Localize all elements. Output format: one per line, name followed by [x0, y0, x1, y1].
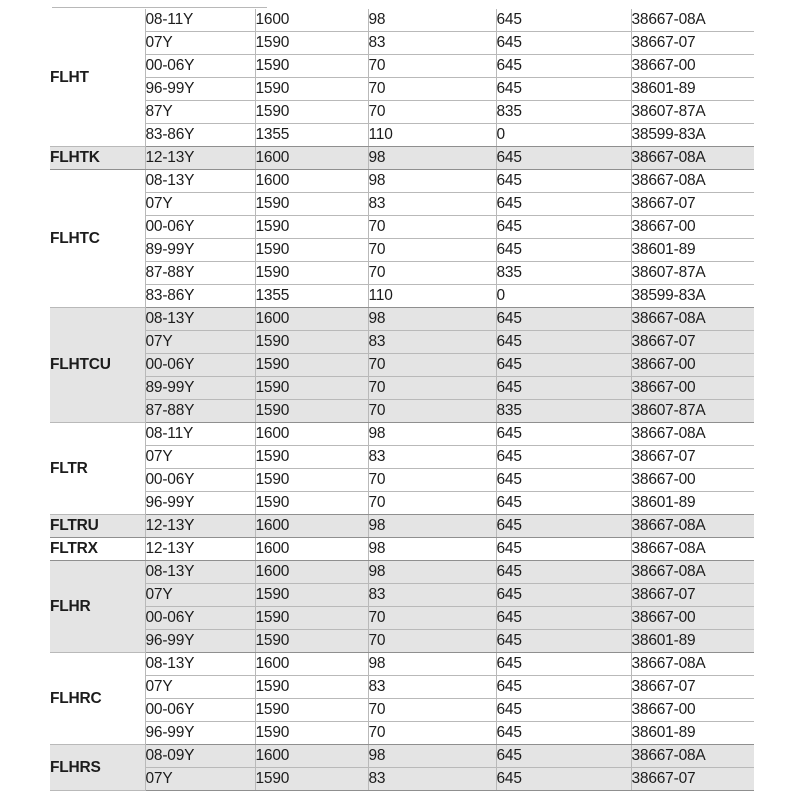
part-number-cell: 38667-07	[631, 32, 754, 55]
value-a-cell: 1600	[255, 653, 368, 676]
model-name-cell: FLTR	[50, 423, 145, 515]
table-row	[50, 676, 754, 699]
table-row	[50, 469, 754, 492]
table-row	[50, 699, 754, 722]
table-row	[50, 722, 754, 745]
model-name-cell: FLHRS	[50, 745, 145, 791]
part-number-cell: 38667-08A	[631, 170, 754, 193]
value-b-cell: 70	[368, 377, 496, 400]
value-a-cell: 1590	[255, 331, 368, 354]
value-b-cell: 70	[368, 607, 496, 630]
part-number-cell: 38667-08A	[631, 538, 754, 561]
year-cell: 08-11Y	[145, 423, 255, 446]
value-c-cell: 645	[496, 446, 631, 469]
value-b-cell: 83	[368, 32, 496, 55]
value-c-cell: 645	[496, 308, 631, 331]
value-a-cell: 1600	[255, 745, 368, 768]
value-a-cell: 1600	[255, 561, 368, 584]
model-name-cell: FLHTK	[50, 147, 145, 170]
value-c-cell: 645	[496, 492, 631, 515]
year-cell: 96-99Y	[145, 78, 255, 101]
value-c-cell: 645	[496, 722, 631, 745]
year-cell: 07Y	[145, 331, 255, 354]
year-cell: 83-86Y	[145, 124, 255, 147]
table-row	[50, 124, 754, 147]
table-row	[50, 331, 754, 354]
year-cell: 00-06Y	[145, 469, 255, 492]
part-number-cell: 38667-07	[631, 193, 754, 216]
value-a-cell: 1590	[255, 32, 368, 55]
part-number-cell: 38607-87A	[631, 400, 754, 423]
part-number-cell: 38601-89	[631, 78, 754, 101]
table-row	[50, 9, 754, 32]
table-row	[50, 354, 754, 377]
table-row	[50, 377, 754, 400]
value-a-cell: 1590	[255, 630, 368, 653]
top-rule	[52, 0, 267, 8]
table-row	[50, 101, 754, 124]
value-a-cell: 1590	[255, 193, 368, 216]
year-cell: 00-06Y	[145, 607, 255, 630]
table-row	[50, 308, 754, 331]
value-c-cell: 645	[496, 768, 631, 791]
part-number-cell: 38667-07	[631, 676, 754, 699]
value-b-cell: 98	[368, 515, 496, 538]
value-c-cell: 0	[496, 124, 631, 147]
value-a-cell: 1590	[255, 101, 368, 124]
value-c-cell: 645	[496, 584, 631, 607]
value-a-cell: 1590	[255, 768, 368, 791]
table-row	[50, 653, 754, 676]
year-cell: 08-13Y	[145, 653, 255, 676]
value-b-cell: 98	[368, 170, 496, 193]
value-c-cell: 645	[496, 32, 631, 55]
value-b-cell: 70	[368, 55, 496, 78]
value-b-cell: 98	[368, 538, 496, 561]
value-b-cell: 98	[368, 653, 496, 676]
part-number-cell: 38667-08A	[631, 515, 754, 538]
year-cell: 87-88Y	[145, 400, 255, 423]
year-cell: 96-99Y	[145, 492, 255, 515]
table-row	[50, 78, 754, 101]
year-cell: 07Y	[145, 32, 255, 55]
value-a-cell: 1600	[255, 147, 368, 170]
value-b-cell: 110	[368, 124, 496, 147]
year-cell: 89-99Y	[145, 377, 255, 400]
table-row	[50, 55, 754, 78]
value-b-cell: 83	[368, 446, 496, 469]
value-a-cell: 1590	[255, 55, 368, 78]
part-number-cell: 38667-08A	[631, 147, 754, 170]
part-number-cell: 38667-08A	[631, 423, 754, 446]
value-a-cell: 1600	[255, 423, 368, 446]
year-cell: 07Y	[145, 446, 255, 469]
part-number-cell: 38667-00	[631, 354, 754, 377]
value-b-cell: 83	[368, 331, 496, 354]
year-cell: 12-13Y	[145, 538, 255, 561]
part-number-cell: 38667-00	[631, 55, 754, 78]
value-c-cell: 645	[496, 377, 631, 400]
year-cell: 12-13Y	[145, 515, 255, 538]
value-b-cell: 83	[368, 193, 496, 216]
part-number-cell: 38601-89	[631, 630, 754, 653]
value-b-cell: 83	[368, 676, 496, 699]
spec-table	[50, 9, 754, 791]
value-c-cell: 645	[496, 676, 631, 699]
part-number-cell: 38667-07	[631, 768, 754, 791]
value-a-cell: 1590	[255, 446, 368, 469]
year-cell: 07Y	[145, 676, 255, 699]
table-row	[50, 400, 754, 423]
value-c-cell: 645	[496, 607, 631, 630]
year-cell: 00-06Y	[145, 699, 255, 722]
value-c-cell: 645	[496, 423, 631, 446]
year-cell: 08-13Y	[145, 170, 255, 193]
table-row	[50, 561, 754, 584]
value-c-cell: 0	[496, 285, 631, 308]
table-row	[50, 745, 754, 768]
value-a-cell: 1590	[255, 400, 368, 423]
value-b-cell: 70	[368, 78, 496, 101]
table-row	[50, 147, 754, 170]
model-name-cell: FLHR	[50, 561, 145, 653]
part-number-cell: 38667-00	[631, 699, 754, 722]
year-cell: 07Y	[145, 193, 255, 216]
year-cell: 87-88Y	[145, 262, 255, 285]
spec-table-body	[50, 9, 754, 791]
year-cell: 12-13Y	[145, 147, 255, 170]
value-b-cell: 83	[368, 768, 496, 791]
year-cell: 08-13Y	[145, 561, 255, 584]
part-number-cell: 38667-08A	[631, 745, 754, 768]
value-a-cell: 1590	[255, 216, 368, 239]
value-b-cell: 110	[368, 285, 496, 308]
part-number-cell: 38667-00	[631, 216, 754, 239]
value-b-cell: 70	[368, 630, 496, 653]
value-b-cell: 70	[368, 492, 496, 515]
value-a-cell: 1600	[255, 308, 368, 331]
value-c-cell: 645	[496, 55, 631, 78]
model-name-cell: FLHTC	[50, 170, 145, 308]
value-a-cell: 1590	[255, 699, 368, 722]
table-row	[50, 216, 754, 239]
part-number-cell: 38667-08A	[631, 9, 754, 32]
value-a-cell: 1600	[255, 515, 368, 538]
model-name-cell: FLTRX	[50, 538, 145, 561]
part-number-cell: 38599-83A	[631, 124, 754, 147]
part-number-cell: 38601-89	[631, 722, 754, 745]
part-number-cell: 38667-07	[631, 584, 754, 607]
value-c-cell: 645	[496, 193, 631, 216]
model-name-cell: FLHT	[50, 9, 145, 147]
part-number-cell: 38599-83A	[631, 285, 754, 308]
year-cell: 96-99Y	[145, 722, 255, 745]
part-number-cell: 38667-00	[631, 469, 754, 492]
value-a-cell: 1590	[255, 262, 368, 285]
value-b-cell: 70	[368, 400, 496, 423]
value-a-cell: 1590	[255, 722, 368, 745]
part-number-cell: 38607-87A	[631, 101, 754, 124]
value-a-cell: 1590	[255, 492, 368, 515]
table-row	[50, 515, 754, 538]
part-number-cell: 38667-08A	[631, 308, 754, 331]
model-name-cell: FLTRU	[50, 515, 145, 538]
value-b-cell: 98	[368, 308, 496, 331]
part-number-cell: 38601-89	[631, 492, 754, 515]
value-c-cell: 645	[496, 239, 631, 262]
value-c-cell: 645	[496, 216, 631, 239]
table-row	[50, 538, 754, 561]
part-number-cell: 38667-07	[631, 331, 754, 354]
value-c-cell: 645	[496, 538, 631, 561]
table-row	[50, 607, 754, 630]
table-row	[50, 492, 754, 515]
value-c-cell: 645	[496, 469, 631, 492]
value-b-cell: 98	[368, 423, 496, 446]
part-number-cell: 38667-00	[631, 607, 754, 630]
table-row	[50, 630, 754, 653]
value-b-cell: 70	[368, 101, 496, 124]
value-c-cell: 645	[496, 147, 631, 170]
year-cell: 96-99Y	[145, 630, 255, 653]
table-row	[50, 170, 754, 193]
year-cell: 08-13Y	[145, 308, 255, 331]
model-name-cell: FLHTCU	[50, 308, 145, 423]
year-cell: 08-09Y	[145, 745, 255, 768]
value-c-cell: 645	[496, 699, 631, 722]
table-row	[50, 285, 754, 308]
model-name-cell: FLHRC	[50, 653, 145, 745]
table-row	[50, 584, 754, 607]
value-b-cell: 70	[368, 699, 496, 722]
value-a-cell: 1355	[255, 124, 368, 147]
value-a-cell: 1590	[255, 239, 368, 262]
year-cell: 07Y	[145, 768, 255, 791]
year-cell: 89-99Y	[145, 239, 255, 262]
year-cell: 00-06Y	[145, 216, 255, 239]
value-c-cell: 645	[496, 354, 631, 377]
value-c-cell: 645	[496, 745, 631, 768]
value-c-cell: 835	[496, 262, 631, 285]
value-c-cell: 645	[496, 78, 631, 101]
value-a-cell: 1590	[255, 78, 368, 101]
value-c-cell: 645	[496, 561, 631, 584]
value-c-cell: 645	[496, 331, 631, 354]
part-number-cell: 38667-07	[631, 446, 754, 469]
value-c-cell: 645	[496, 9, 631, 32]
value-b-cell: 70	[368, 262, 496, 285]
year-cell: 00-06Y	[145, 354, 255, 377]
part-number-cell: 38667-08A	[631, 653, 754, 676]
table-row	[50, 239, 754, 262]
value-c-cell: 835	[496, 101, 631, 124]
year-cell: 07Y	[145, 584, 255, 607]
part-number-cell: 38667-00	[631, 377, 754, 400]
value-a-cell: 1590	[255, 377, 368, 400]
value-b-cell: 98	[368, 561, 496, 584]
value-b-cell: 83	[368, 584, 496, 607]
value-c-cell: 645	[496, 170, 631, 193]
value-a-cell: 1590	[255, 354, 368, 377]
value-c-cell: 645	[496, 515, 631, 538]
value-c-cell: 645	[496, 630, 631, 653]
value-b-cell: 70	[368, 469, 496, 492]
value-a-cell: 1590	[255, 469, 368, 492]
part-number-cell: 38607-87A	[631, 262, 754, 285]
year-cell: 87Y	[145, 101, 255, 124]
value-b-cell: 70	[368, 354, 496, 377]
year-cell: 83-86Y	[145, 285, 255, 308]
table-row	[50, 193, 754, 216]
value-a-cell: 1590	[255, 584, 368, 607]
value-b-cell: 98	[368, 745, 496, 768]
value-a-cell: 1600	[255, 170, 368, 193]
table-row	[50, 32, 754, 55]
value-a-cell: 1590	[255, 676, 368, 699]
value-a-cell: 1600	[255, 9, 368, 32]
table-row	[50, 423, 754, 446]
year-cell: 08-11Y	[145, 9, 255, 32]
table-row	[50, 446, 754, 469]
part-number-cell: 38667-08A	[631, 561, 754, 584]
value-c-cell: 645	[496, 653, 631, 676]
table-row	[50, 262, 754, 285]
table-row	[50, 768, 754, 791]
value-b-cell: 70	[368, 216, 496, 239]
value-b-cell: 98	[368, 9, 496, 32]
year-cell: 00-06Y	[145, 55, 255, 78]
value-a-cell: 1590	[255, 607, 368, 630]
value-c-cell: 835	[496, 400, 631, 423]
value-b-cell: 70	[368, 239, 496, 262]
part-number-cell: 38601-89	[631, 239, 754, 262]
value-a-cell: 1600	[255, 538, 368, 561]
value-b-cell: 70	[368, 722, 496, 745]
value-a-cell: 1355	[255, 285, 368, 308]
value-b-cell: 98	[368, 147, 496, 170]
